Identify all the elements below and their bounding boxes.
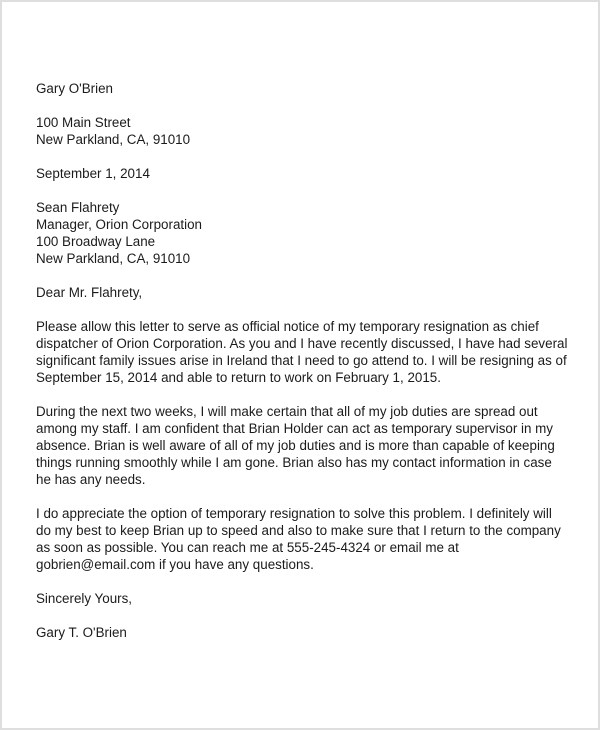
recipient-name: Sean Flahrety <box>36 200 120 215</box>
body-paragraph: During the next two weeks, I will make certain that all of my job duties are spread out among my staff. I am confident that Brian Holder can act as temporary supervisor in my absence. Brian is well aware of all of my job duties and is more than capable of keeping things running smoothly while I am gone. Brian also has my contact information in case he has any needs. <box>36 404 555 487</box>
recipient-block <box>36 199 570 267</box>
recipient-address-line: New Parkland, CA, 91010 <box>36 251 191 266</box>
signature-name: Gary T. O'Brien <box>36 625 127 640</box>
date-block <box>36 165 570 182</box>
sender-block <box>36 80 570 97</box>
body-paragraph: I do appreciate the option of temporary resignation to solve this problem. I definitely will do my best to keep Brian up to speed and also to make sure that I return to the company as soon as possible. You can reach me at 555-245-4324 or email me at gobrien@email.com if you have any questions. <box>36 506 561 572</box>
salutation-text: Dear Mr. Flahrety, <box>36 285 143 300</box>
sender-name: Gary O'Brien <box>36 81 113 96</box>
sender-address-line: New Parkland, CA, 91010 <box>36 132 191 147</box>
sender-address-line: 100 Main Street <box>36 115 131 130</box>
closing <box>36 590 570 607</box>
letter-content <box>2 2 598 641</box>
closing-text: Sincerely Yours, <box>36 591 133 606</box>
salutation <box>36 284 570 301</box>
signature-block <box>36 624 570 641</box>
letter-date: September 1, 2014 <box>36 166 150 181</box>
recipient-address-line: 100 Broadway Lane <box>36 234 156 249</box>
body-paragraph: Please allow this letter to serve as official notice of my temporary resignation as chief dispatcher of Orion Corporation. As you and I have recently discussed, I have had several significant family issues arise in Ireland that I need to go attend to. I will be resigning as of September 15, 2014 and able to return to work on February 1, 2015. <box>36 319 568 385</box>
recipient-title: Manager, Orion Corporation <box>36 217 202 232</box>
sender-address-block <box>36 114 570 148</box>
